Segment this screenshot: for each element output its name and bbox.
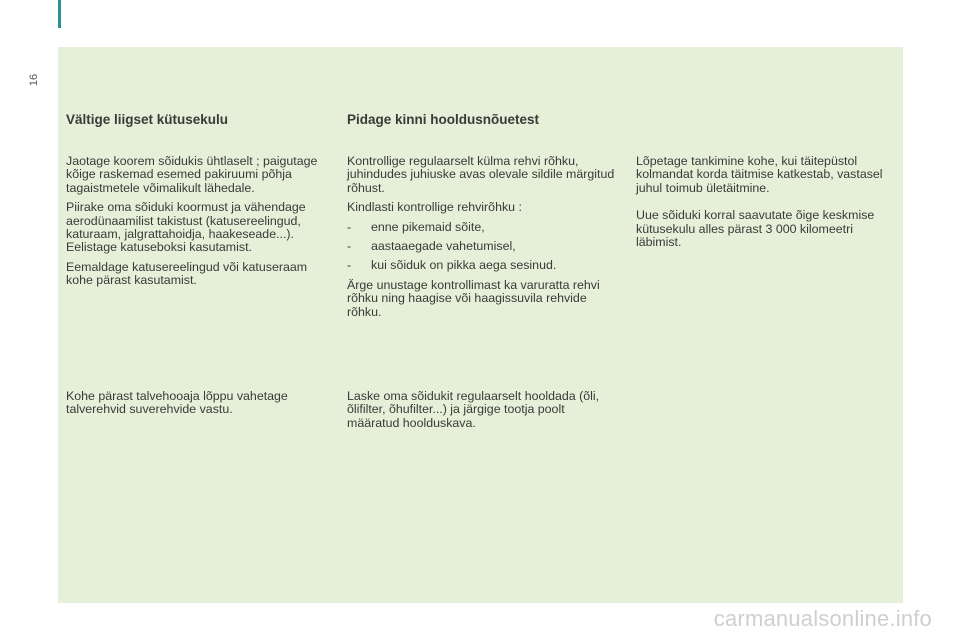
middle-heading-wrap bbox=[347, 112, 539, 128]
heading-fuel-consumption: Vältige liigset kütusekulu bbox=[66, 112, 229, 127]
dash-marker: - bbox=[347, 239, 352, 254]
list-item bbox=[347, 259, 617, 272]
heading-maintenance: Pidage kinni hooldusnõuetest bbox=[347, 112, 540, 127]
left-column-bottom bbox=[66, 390, 331, 423]
left-heading-wrap bbox=[66, 112, 228, 128]
paragraph: Ärge unustage kontrollimast ka varuratta rehvi rõhku ning haagise või haagissuvila rehvide rõhku. bbox=[347, 277, 600, 319]
paragraph: Kontrollige regulaarselt külma rehvi rõhku, juhindudes juhiuske avas olevale sildile märgitud rõhust. bbox=[347, 154, 615, 195]
list-item-text: kui sõiduk on pikka aega sesinud. bbox=[371, 258, 557, 273]
dash-marker: - bbox=[347, 219, 352, 234]
list-item bbox=[347, 240, 617, 253]
paragraph: Kohe pärast talvehooaja lõppu vahetage talverehvid suverehvide vastu. bbox=[66, 389, 288, 417]
watermark: carmanualsonline.info bbox=[713, 606, 932, 631]
right-column-top bbox=[636, 155, 896, 255]
middle-column-bottom bbox=[347, 390, 617, 436]
list-item bbox=[347, 221, 617, 234]
paragraph: Jaotage koorem sõidukis ühtlaselt ; paigutage kõige raskemad esemed pakiruumi põhja tagaistmetele võimalikult lähedale. bbox=[66, 154, 318, 195]
dash-marker: - bbox=[347, 258, 352, 273]
top-accent-rule bbox=[58, 0, 61, 28]
paragraph: Piirake oma sõiduki koormust ja vähendage aerodünaamilist takistust (katusereelingud, katuraam, jalgrattahoidja, haakeseade...). Eelistage katuseboksi kasutamist. bbox=[66, 200, 306, 255]
middle-column-top bbox=[347, 155, 617, 325]
page-number: 16 bbox=[28, 73, 40, 87]
paragraph: Kindlasti kontrollige rehvirõhku : bbox=[347, 200, 522, 215]
list-item-text: aastaaegade vahetumisel, bbox=[371, 239, 516, 254]
left-column-top bbox=[66, 155, 331, 294]
paragraph: Laske oma sõidukit regulaarselt hooldada (õli, õlifilter, õhufilter...) ja järgige tootja poolt määratud hoolduskava. bbox=[347, 389, 600, 430]
content-panel bbox=[58, 47, 903, 603]
list-item-text: enne pikemaid sõite, bbox=[371, 219, 485, 234]
paragraph: Lõpetage tankimine kohe, kui täitepüstol kolmandat korda täitmise katkestab, vastasel juhul toimub ületäitmine. bbox=[636, 154, 883, 195]
paragraph: Eemaldage katusereelingud või katuseraam kohe pärast kasutamist. bbox=[66, 259, 308, 288]
paragraph: Uue sõiduki korral saavutate õige keskmise kütusekulu alles pärast 3 000 kilomeetri läbimist. bbox=[636, 208, 875, 250]
tyre-check-list bbox=[347, 221, 617, 273]
